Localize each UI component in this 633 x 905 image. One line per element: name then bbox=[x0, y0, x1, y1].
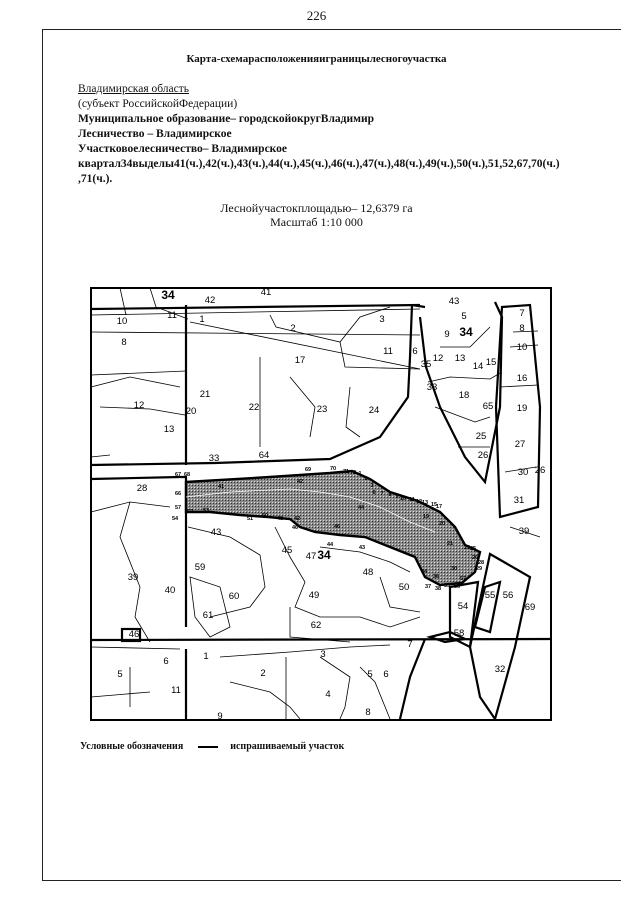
parcel-label: 2 bbox=[290, 323, 296, 334]
parcel-label: 43 bbox=[448, 296, 460, 307]
parcel-label: 69 bbox=[524, 602, 536, 613]
parcel-label: 1 bbox=[203, 651, 209, 662]
parcel-label: 55 bbox=[484, 590, 496, 601]
parcel-label: 12 bbox=[432, 353, 444, 364]
parcel-small-label: 26 bbox=[471, 555, 479, 561]
parcel-small-label: 52 bbox=[186, 509, 194, 515]
parcel-small-label: 35 bbox=[443, 583, 451, 589]
parcel-small-label: 43 bbox=[358, 545, 366, 551]
parcel-small-label: 70 bbox=[329, 466, 337, 472]
parcel-small-label: 29 bbox=[475, 566, 483, 572]
parcel-label: 34 bbox=[161, 288, 175, 302]
parcel-label: 15 bbox=[485, 357, 497, 368]
parcel-label: 3 bbox=[320, 649, 326, 660]
parcel-label: 13 bbox=[163, 424, 175, 435]
parcel-label: 9 bbox=[217, 711, 223, 721]
parcel-label: 46 bbox=[128, 629, 140, 640]
parcel-small-label: 20 bbox=[438, 521, 446, 527]
region-line: Владимирская область bbox=[78, 83, 190, 95]
parcel-small-label: 37 bbox=[424, 584, 432, 590]
parcel-label: 28 bbox=[136, 483, 148, 494]
parcel-small-label: 56 bbox=[453, 584, 461, 590]
parcel-label: 8 bbox=[519, 323, 525, 334]
forestry-line: Лесничество – Владимирское bbox=[78, 128, 232, 140]
parcel-small-label: 48 bbox=[276, 516, 284, 522]
district-forestry-line: Участковоелесничество– Владимирское bbox=[78, 143, 287, 155]
parcel-small-label: 46 bbox=[291, 525, 299, 531]
parcel-label: 6 bbox=[163, 656, 169, 667]
parcel-label: 65 bbox=[482, 401, 494, 412]
legend-item: испрашиваемый участок bbox=[230, 741, 345, 752]
parcel-label: 6 bbox=[412, 346, 418, 357]
parcel-label: 32 bbox=[494, 664, 506, 675]
parcel-label: 56 bbox=[502, 590, 514, 601]
parcel-small-label: 10 bbox=[399, 496, 407, 502]
parcel-label: 24 bbox=[368, 405, 380, 416]
parcel-label: 45 bbox=[281, 545, 293, 556]
parcel-label: 40 bbox=[164, 585, 176, 596]
parcel-small-label: 57 bbox=[459, 576, 467, 582]
parcel-small-label: 28 bbox=[477, 560, 485, 566]
municipality-line: Муниципальное образование– городскойокругВладимир bbox=[78, 113, 374, 125]
parcel-small-label: 53 bbox=[202, 508, 210, 514]
parcel-label: 33 bbox=[426, 382, 438, 393]
parcel-label: 5 bbox=[367, 669, 373, 680]
region-note-line: (субъект РоссийскойФедерации) bbox=[78, 98, 238, 110]
parcel-small-label: 3 bbox=[370, 483, 374, 489]
parcel-label: 11 bbox=[383, 346, 393, 357]
map-title: Карта-схемарасположенияиграницылесногоучастка bbox=[186, 53, 447, 65]
parcel-small-label: 6 bbox=[372, 490, 376, 496]
parcel-label: 62 bbox=[310, 620, 322, 631]
parcel-label: 34 bbox=[459, 325, 473, 339]
parcel-small-label: 25 bbox=[469, 546, 477, 552]
parcel-small-label: 8 bbox=[388, 492, 392, 498]
parcel-small-label: 2 bbox=[364, 476, 368, 482]
parcel-small-label: 57 bbox=[174, 505, 182, 511]
parcel-label: 8 bbox=[121, 337, 127, 348]
parcel-label: 58 bbox=[453, 628, 465, 639]
legend-line-icon bbox=[198, 746, 218, 748]
parcel-small-label: 23 bbox=[463, 545, 471, 551]
parcel-label: 27 bbox=[514, 439, 526, 450]
parcel-label: 5 bbox=[461, 311, 467, 322]
quarter-line-2: ,71(ч.). bbox=[78, 173, 113, 185]
parcel-label: 19 bbox=[516, 403, 528, 414]
parcel-label: 8 bbox=[365, 707, 371, 718]
parcel-label: 2 bbox=[260, 668, 266, 679]
area-text: Леснойучастокплощадью– 12,6379 га bbox=[220, 201, 413, 215]
parcel-label: 5 bbox=[117, 669, 123, 680]
parcel-label: 49 bbox=[308, 590, 320, 601]
map-legend bbox=[80, 741, 344, 752]
parcel-small-label: 44 bbox=[357, 505, 365, 511]
scale-text: Масштаб 1:10 000 bbox=[270, 215, 363, 229]
parcel-label: 18 bbox=[458, 390, 470, 401]
parcel-small-label: 19 bbox=[422, 514, 430, 520]
parcel-label: 23 bbox=[316, 404, 328, 415]
parcel-small-label: 38 bbox=[434, 586, 442, 592]
parcel-label: 7 bbox=[407, 639, 413, 650]
parcel-label: 39 bbox=[518, 526, 530, 537]
parcel-small-label: 11 bbox=[409, 497, 415, 503]
parcel-small-label: 69 bbox=[304, 467, 312, 473]
parcel-label: 7 bbox=[519, 308, 525, 319]
parcel-small-label: 54 bbox=[171, 516, 179, 522]
parcel-label: 11 bbox=[167, 310, 177, 321]
parcel-label: 50 bbox=[398, 582, 410, 593]
parcel-small-label: 46 bbox=[333, 524, 341, 530]
parcel-label: 39 bbox=[127, 572, 139, 583]
parcel-label: 64 bbox=[258, 450, 270, 461]
parcel-label: 21 bbox=[199, 389, 211, 400]
parcel-label: 22 bbox=[248, 402, 260, 413]
parcel-label: 25 bbox=[475, 431, 487, 442]
parcel-small-label: 34 bbox=[420, 569, 428, 575]
quarter-line-1: квартал34выделы41(ч.),42(ч.),43(ч.),44(ч.),45(ч.),46(ч.),47(ч.),48(ч.),49(ч.),50(ч.),51,52,67,70(ч.) bbox=[78, 158, 560, 170]
parcel-small-label: 42 bbox=[293, 516, 301, 522]
parcel-small-label: 30 bbox=[450, 566, 458, 572]
parcel-label: 54 bbox=[457, 601, 469, 612]
parcel-label: 43 bbox=[210, 527, 222, 538]
parcel-small-label: 71 bbox=[342, 469, 350, 475]
parcel-small-label: 67 bbox=[174, 472, 182, 478]
parcel-small-label: 9 bbox=[395, 494, 399, 500]
parcel-label: 34 bbox=[317, 548, 331, 562]
parcel-label: 13 bbox=[454, 353, 466, 364]
parcel-small-label: 1 bbox=[358, 471, 362, 477]
parcel-small-label: 13 bbox=[421, 500, 429, 506]
parcel-small-label: 51 bbox=[246, 516, 254, 522]
parcel-label: 1 bbox=[199, 314, 205, 325]
parcel-label: 48 bbox=[362, 567, 374, 578]
parcel-label: 35 bbox=[420, 359, 432, 370]
parcel-label: 17 bbox=[294, 355, 306, 366]
parcel-label: 26 bbox=[534, 465, 546, 476]
parcel-label: 10 bbox=[516, 342, 528, 353]
parcel-label: 6 bbox=[383, 669, 389, 680]
parcel-small-label: 36 bbox=[432, 574, 440, 580]
parcel-label: 9 bbox=[444, 329, 450, 340]
parcel-small-label: 7 bbox=[380, 491, 384, 497]
forest-map bbox=[90, 287, 552, 721]
parcel-small-label: 68 bbox=[183, 472, 191, 478]
parcel-small-label: 50 bbox=[261, 513, 269, 519]
parcel-label: 60 bbox=[228, 591, 240, 602]
parcel-small-label: 42 bbox=[296, 479, 304, 485]
parcel-small-label: 66 bbox=[174, 491, 182, 497]
area-block bbox=[0, 201, 633, 229]
parcel-label: 61 bbox=[202, 610, 214, 621]
parcel-label: 14 bbox=[472, 361, 484, 372]
parcel-label: 12 bbox=[133, 400, 145, 411]
parcel-small-label: 44 bbox=[326, 542, 334, 548]
parcel-label: 42 bbox=[204, 295, 216, 306]
parcel-label: 47 bbox=[305, 551, 317, 562]
parcel-label: 16 bbox=[516, 373, 528, 384]
parcel-label: 31 bbox=[513, 495, 525, 506]
parcel-label: 59 bbox=[194, 562, 206, 573]
parcel-label: 4 bbox=[325, 689, 331, 700]
parcel-label: 11 bbox=[171, 685, 181, 696]
parcel-small-label: 17 bbox=[435, 504, 443, 510]
legend-label: Условные обозначения bbox=[80, 741, 184, 752]
parcel-label: 3 bbox=[379, 314, 385, 325]
parcel-label: 30 bbox=[517, 467, 529, 478]
parcel-small-label: 72 bbox=[349, 470, 357, 476]
parcel-small-label: 15 bbox=[430, 502, 438, 508]
parcel-label: 10 bbox=[116, 316, 128, 327]
parcel-label: 20 bbox=[185, 406, 197, 417]
parcel-label: 33 bbox=[208, 453, 220, 464]
parcel-label: 41 bbox=[260, 287, 272, 298]
page-number: 226 bbox=[306, 8, 327, 23]
parcel-small-label: 41 bbox=[217, 484, 225, 490]
parcel-small-label: 12 bbox=[415, 499, 423, 505]
location-info bbox=[78, 82, 623, 187]
parcel-label: 26 bbox=[477, 450, 489, 461]
parcel-small-label: 21 bbox=[446, 541, 454, 547]
